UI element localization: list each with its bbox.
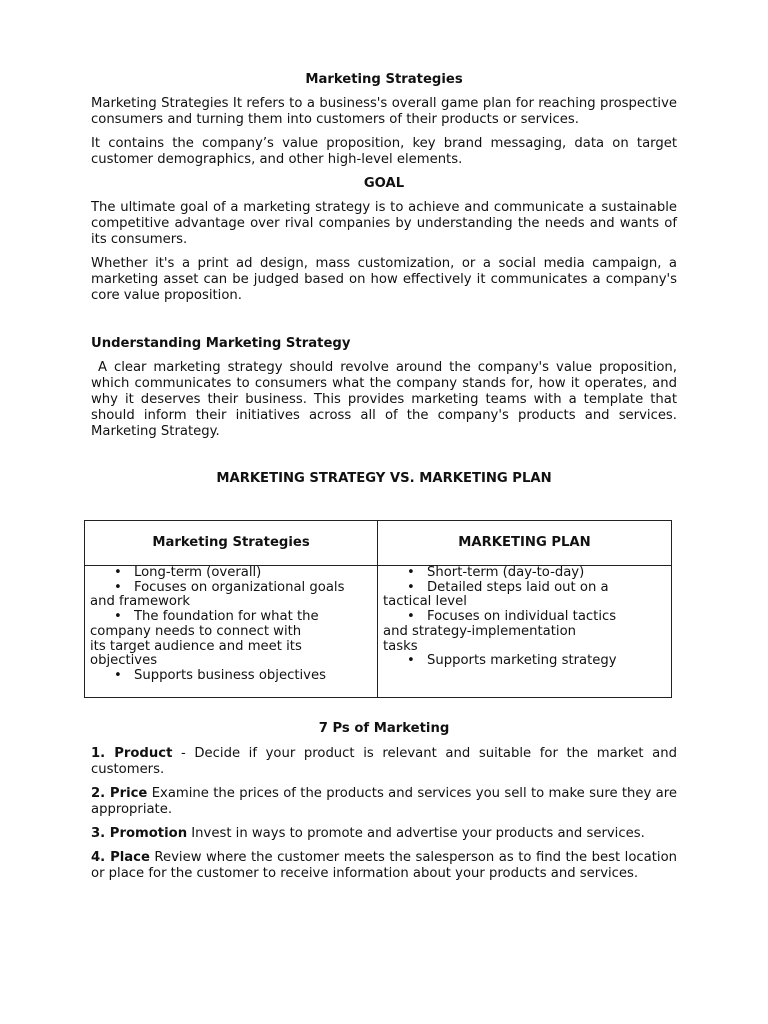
list-item: • Supports marketing strategy	[383, 654, 671, 669]
list-item: tasks	[383, 638, 418, 654]
understanding-paragraph: A clear marketing strategy should revolve around the company's value proposition, which communicates to consumers what the company stands for, how it operates, and why it deserves their business. This provides marketing teams with a template that should inform their initiatives across all of the company's products and services. Marketing Strategy.	[91, 360, 682, 439]
comparison-table	[84, 520, 672, 698]
item-label: 1. Product	[91, 746, 173, 761]
item-text: Examine the prices of the products and services you sell to make sure they are appropriate.	[91, 786, 677, 817]
list-item: and framework	[90, 594, 191, 610]
list-item: • Focuses on organizational goals	[90, 581, 377, 596]
item-label: 3. Promotion	[91, 826, 188, 841]
table-header-strategies: Marketing Strategies	[85, 521, 378, 566]
plan-cell	[378, 566, 672, 698]
list-item: • Long-term (overall)	[90, 566, 377, 581]
list-item: tactical level	[383, 594, 467, 610]
list-item: • The foundation for what the	[90, 610, 377, 625]
page-title: Marketing Strategies	[305, 72, 463, 87]
seven-ps-item-place	[91, 850, 677, 882]
list-item: and strategy-implementation	[383, 623, 577, 639]
item-text: Review where the customer meets the salesperson as to find the best location or place for the customer to receive information about your products and services.	[91, 850, 677, 881]
intro-paragraph-1: Marketing Strategies It refers to a business's overall game plan for reaching prospective consumers and turning them into customers of their products or services.	[91, 96, 677, 127]
seven-ps-item-price	[91, 786, 677, 818]
seven-ps-heading: 7 Ps of Marketing	[318, 721, 450, 736]
seven-ps-item-product	[91, 746, 677, 778]
intro-paragraph-2: It contains the company’s value proposition, key brand messaging, data on target customer demographics, and other high-level elements.	[91, 136, 677, 167]
understanding-heading: Understanding Marketing Strategy	[91, 336, 351, 351]
seven-ps-item-promotion	[91, 826, 677, 842]
goal-heading: GOAL	[363, 176, 405, 191]
list-item: • Detailed steps laid out on a	[383, 581, 671, 596]
item-label: 4. Place	[91, 850, 150, 865]
list-item: objectives	[90, 653, 158, 669]
list-item: • Short-term (day-to-day)	[383, 566, 671, 581]
list-item: its target audience and meet its	[90, 638, 302, 654]
item-text: - Decide if your product is relevant and suitable for the market and customers.	[91, 746, 677, 777]
item-label: 2. Price	[91, 786, 148, 801]
list-item: • Focuses on individual tactics	[383, 610, 671, 625]
strategies-cell	[85, 566, 378, 698]
list-item: company needs to connect with	[90, 623, 302, 639]
goal-paragraph-1: The ultimate goal of a marketing strategy is to achieve and communicate a sustainable competitive advantage over rival companies by understanding the needs and wants of its consumers.	[91, 200, 677, 247]
goal-paragraph-2: Whether it's a print ad design, mass customization, or a social media campaign, a marketing asset can be judged based on how effectively it communicates a company's core value proposition.	[91, 256, 677, 303]
comparison-heading: MARKETING STRATEGY VS. MARKETING PLAN	[216, 471, 552, 486]
list-item: • Supports business objectives	[90, 669, 377, 684]
table-header-plan: MARKETING PLAN	[378, 521, 672, 566]
item-text: Invest in ways to promote and advertise your products and services.	[187, 826, 645, 841]
